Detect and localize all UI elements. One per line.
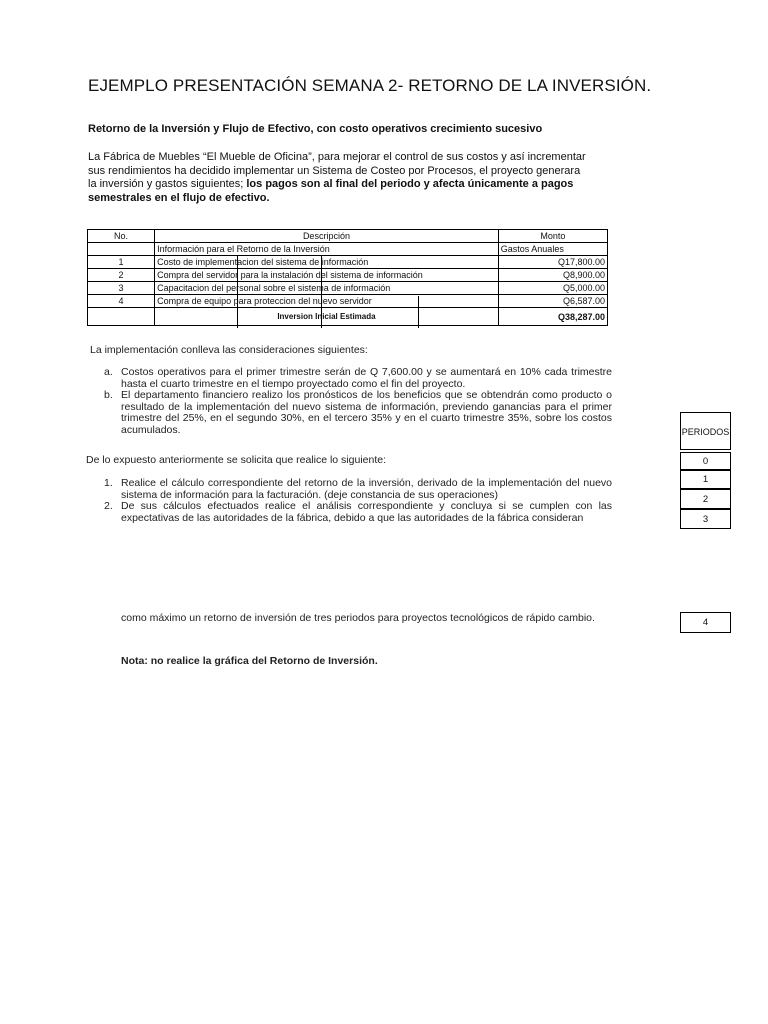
row-desc: Costo de implementacion del sistema de información	[155, 256, 499, 269]
header-monto: Monto	[498, 230, 607, 243]
total-monto: Q38,287.00	[498, 308, 607, 326]
header-no: No.	[88, 230, 155, 243]
row-desc: Compra de equipo para proteccion del nuevo servidor	[155, 295, 499, 308]
list-marker: b.	[104, 389, 113, 401]
list-item-text: De sus cálculos efectuados realice el análisis correspondiente y concluya si se cumplen con las expectativas de las autoridades de la fábrica, debido a que las autoridades de la fábrica consideran	[121, 500, 612, 524]
grid-line	[418, 296, 419, 328]
grid-line	[237, 255, 238, 328]
request-list	[104, 478, 612, 524]
table-header-row	[88, 230, 608, 243]
intro-paragraph	[88, 151, 588, 205]
list-item	[104, 367, 612, 390]
row-no: 3	[88, 282, 155, 295]
row-desc: Capacitacion del personal sobre el sistema de información	[155, 282, 499, 295]
intro-bold-text: los pagos son al final del periodo y afecta únicamente a pagos semestrales en el flujo de efectivo.	[88, 178, 574, 204]
period-cell: 4	[680, 612, 731, 633]
row-no: 1	[88, 256, 155, 269]
request-lead: De lo expuesto anteriormente se solicita que realice lo siguiente:	[86, 454, 387, 466]
considerations-lead: La implementación conlleva las consideraciones siguientes:	[90, 344, 368, 356]
list-item	[104, 501, 612, 524]
total-label: Inversion Inicial Estimada	[155, 308, 499, 326]
row-no: 4	[88, 295, 155, 308]
table-row	[88, 295, 608, 308]
table-total-row	[88, 308, 608, 326]
list-item	[104, 478, 612, 501]
note: Nota: no realice la gráfica del Retorno de Inversión.	[121, 655, 378, 667]
row-desc: Compra del servidor para la instalación del sistema de información	[155, 269, 499, 282]
intro-plain-text: La Fábrica de Muebles “El Mueble de Oficina”, para mejorar el control de sus costos y así incrementar sus rendimientos ha decidido implementar un Sistema de Costeo por Procesos, el proyecto generara la inversión y gastos siguientes;	[88, 151, 586, 190]
header-desc: Descripción	[155, 230, 499, 243]
page-title: EJEMPLO PRESENTACIÓN SEMANA 2- RETORNO DE LA INVERSIÓN.	[88, 76, 652, 95]
section-subtitle: Retorno de la Inversión y Flujo de Efectivo, con costo operativos crecimiento sucesivo	[88, 123, 543, 135]
row-monto: Q5,000.00	[498, 282, 607, 295]
subheader-desc: Información para el Retorno de la Inversión	[155, 243, 499, 256]
list-item-text: Costos operativos para el primer trimestre serán de Q 7,600.00 y se aumentará en 10% cada trimestre hasta el cuarto trimestre en el tiempo proyectado como el fin del proyecto.	[121, 366, 612, 390]
list-item-text: Realice el cálculo correspondiente del retorno de la inversión, derivado de la implementación del nuevo sistema de información para la facturación. (deje constancia de sus operaciones)	[121, 477, 612, 501]
table-subheader-row	[88, 243, 608, 256]
period-cell: 0	[680, 452, 731, 470]
row-no: 2	[88, 269, 155, 282]
row-monto: Q6,587.00	[498, 295, 607, 308]
table-row	[88, 269, 608, 282]
period-cell: 3	[680, 509, 731, 529]
considerations-list	[104, 367, 612, 436]
row-monto: Q8,900.00	[498, 269, 607, 282]
request-continuation: como máximo un retorno de inversión de tres periodos para proyectos tecnológicos de rápido cambio.	[121, 612, 595, 624]
row-monto: Q17,800.00	[498, 256, 607, 269]
cost-table	[87, 229, 608, 326]
period-cell: 1	[680, 470, 731, 489]
table-row	[88, 256, 608, 269]
list-marker: 1.	[104, 477, 113, 489]
grid-line	[321, 255, 322, 328]
list-marker: a.	[104, 366, 113, 378]
list-marker: 2.	[104, 500, 113, 512]
period-cell: 2	[680, 489, 731, 509]
subheader-monto: Gastos Anuales	[498, 243, 607, 256]
table-row	[88, 282, 608, 295]
list-item	[104, 390, 612, 436]
periods-header: PERIODOS	[680, 412, 731, 450]
list-item-text: El departamento financiero realizo los pronósticos de los beneficios que se obtendrán como producto o resultado de la implementación del nuevo sistema de información, previendo ganancias para el primer trimestre del 25%, en el segundo 30%, en el tercero 35% y en el cuarto trimestre 35%, sobre los costos acumulados.	[121, 389, 612, 436]
